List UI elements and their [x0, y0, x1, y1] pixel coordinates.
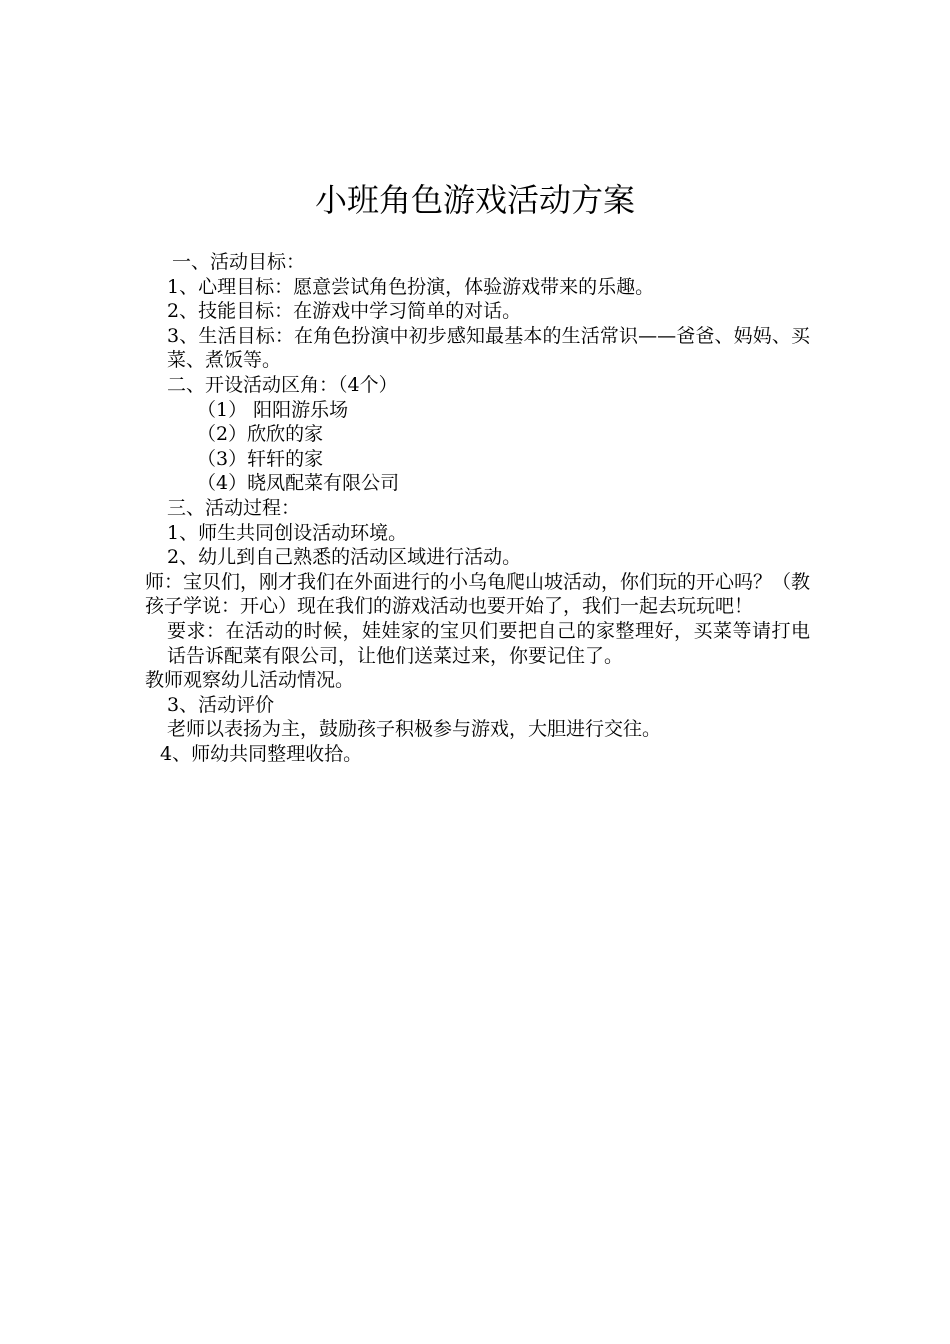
evaluation-text: 老师以表扬为主，鼓励孩子积极参与游戏，大胆进行交往。: [167, 718, 662, 741]
goal-item-2: 2、技能目标：在游戏中学习简单的对话。: [167, 300, 522, 323]
section-heading-areas: 二、开设活动区角：（4个）: [167, 373, 398, 396]
requirements-paragraph: 要求：在活动的时候，娃娃家的宝贝们要把自己的家整理好，买菜等请打电话告诉配菜有限公司，让他们送菜过来，你要记住了。: [167, 619, 810, 667]
goal-item-3: 3、生活目标：在角色扮演中初步感知最基本的生活常识——爸爸、妈妈、买菜、煮饭等。: [167, 324, 810, 372]
section-heading-process: 三、活动过程：: [167, 496, 301, 519]
area-item-1: （1） 阳阳游乐场: [197, 398, 349, 421]
section-heading-goals: 一、活动目标：: [172, 251, 306, 273]
observation-note: 教师观察幼儿活动情况。: [145, 669, 355, 692]
area-item-3: （3）轩轩的家: [197, 447, 324, 470]
teacher-dialogue: 师：宝贝们，刚才我们在外面进行的小乌龟爬山坡活动，你们玩的开心吗？（教孩子学说：开心）现在我们的游戏活动也要开始了，我们一起去玩玩吧！: [145, 570, 811, 618]
process-step-3: 3、活动评价: [167, 693, 275, 716]
area-item-2: （2）欣欣的家: [197, 423, 324, 446]
goal-item-1: 1、心理目标：愿意尝试角色扮演，体验游戏带来的乐趣。: [167, 275, 655, 298]
document-title: 小班角色游戏活动方案: [314, 181, 635, 219]
process-step-1: 1、师生共同创设活动环境。: [167, 521, 408, 544]
area-item-4: （4）晓凤配菜有限公司: [197, 472, 400, 495]
process-step-4: 4、师幼共同整理收拾。: [160, 742, 363, 765]
process-step-2: 2、幼儿到自己熟悉的活动区域进行活动。: [167, 546, 522, 569]
document-body: [145, 250, 810, 766]
